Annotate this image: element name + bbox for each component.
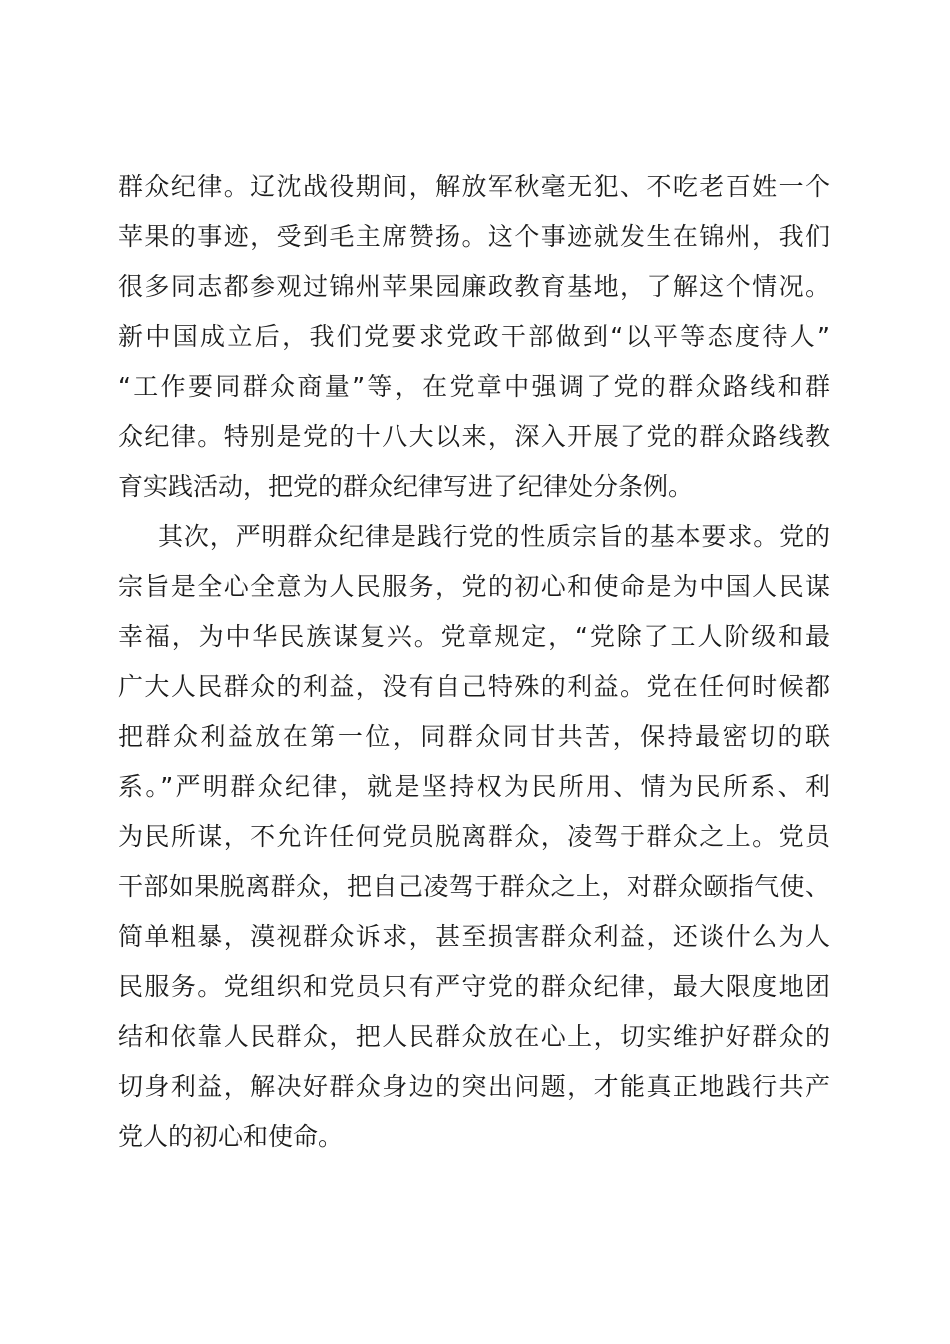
text-line-9: 宗旨是全心全意为人民服务，党的初心和使命是为中国人民谋 xyxy=(118,572,830,601)
text-line-2: 苹果的事迹，受到毛主席赞扬。这个事迹就发生在锦州，我们 xyxy=(118,222,830,251)
text-line-16: 简单粗暴，漠视群众诉求，甚至损害群众利益，还谈什么为人 xyxy=(118,922,830,951)
text-line-15: 干部如果脱离群众，把自己凌驾于群众之上，对群众颐指气使、 xyxy=(118,872,830,901)
text-line-14: 为民所谋，不允许任何党员脱离群众，凌驾于群众之上。党员 xyxy=(118,822,830,851)
text-line-4: 新中国成立后，我们党要求党政干部做到“以平等态度待人” xyxy=(118,322,830,351)
text-line-11: 广大人民群众的利益，没有自己特殊的利益。党在任何时候都 xyxy=(118,672,830,701)
text-line-12: 把群众利益放在第一位，同群众同甘共苦，保持最密切的联 xyxy=(118,722,830,751)
text-line-5: “工作要同群众商量”等，在党章中强调了党的群众路线和群 xyxy=(118,372,830,401)
text-line-13: 系。”严明群众纪律，就是坚持权为民所用、情为民所系、利 xyxy=(118,772,830,801)
text-line-19: 切身利益，解决好群众身边的突出问题，才能真正地践行共产 xyxy=(118,1072,830,1101)
text-line-10: 幸福，为中华民族谋复兴。党章规定，“党除了工人阶级和最 xyxy=(118,622,830,651)
body-text xyxy=(118,162,830,1162)
text-line-7: 育实践活动，把党的群众纪律写进了纪律处分条例。 xyxy=(118,472,694,501)
text-line-17: 民服务。党组织和党员只有严守党的群众纪律，最大限度地团 xyxy=(118,972,830,1001)
text-line-3: 很多同志都参观过锦州苹果园廉政教育基地，了解这个情况。 xyxy=(118,272,830,301)
text-line-20: 党人的初心和使命。 xyxy=(118,1122,344,1151)
text-line-8: 其次，严明群众纪律是践行党的性质宗旨的基本要求。党的 xyxy=(158,522,830,551)
text-line-1: 群众纪律。辽沈战役期间，解放军秋毫无犯、不吃老百姓一个 xyxy=(118,172,830,201)
text-line-6: 众纪律。特别是党的十八大以来，深入开展了党的群众路线教 xyxy=(118,422,830,451)
text-line-18: 结和依靠人民群众，把人民群众放在心上，切实维护好群众的 xyxy=(118,1022,830,1051)
